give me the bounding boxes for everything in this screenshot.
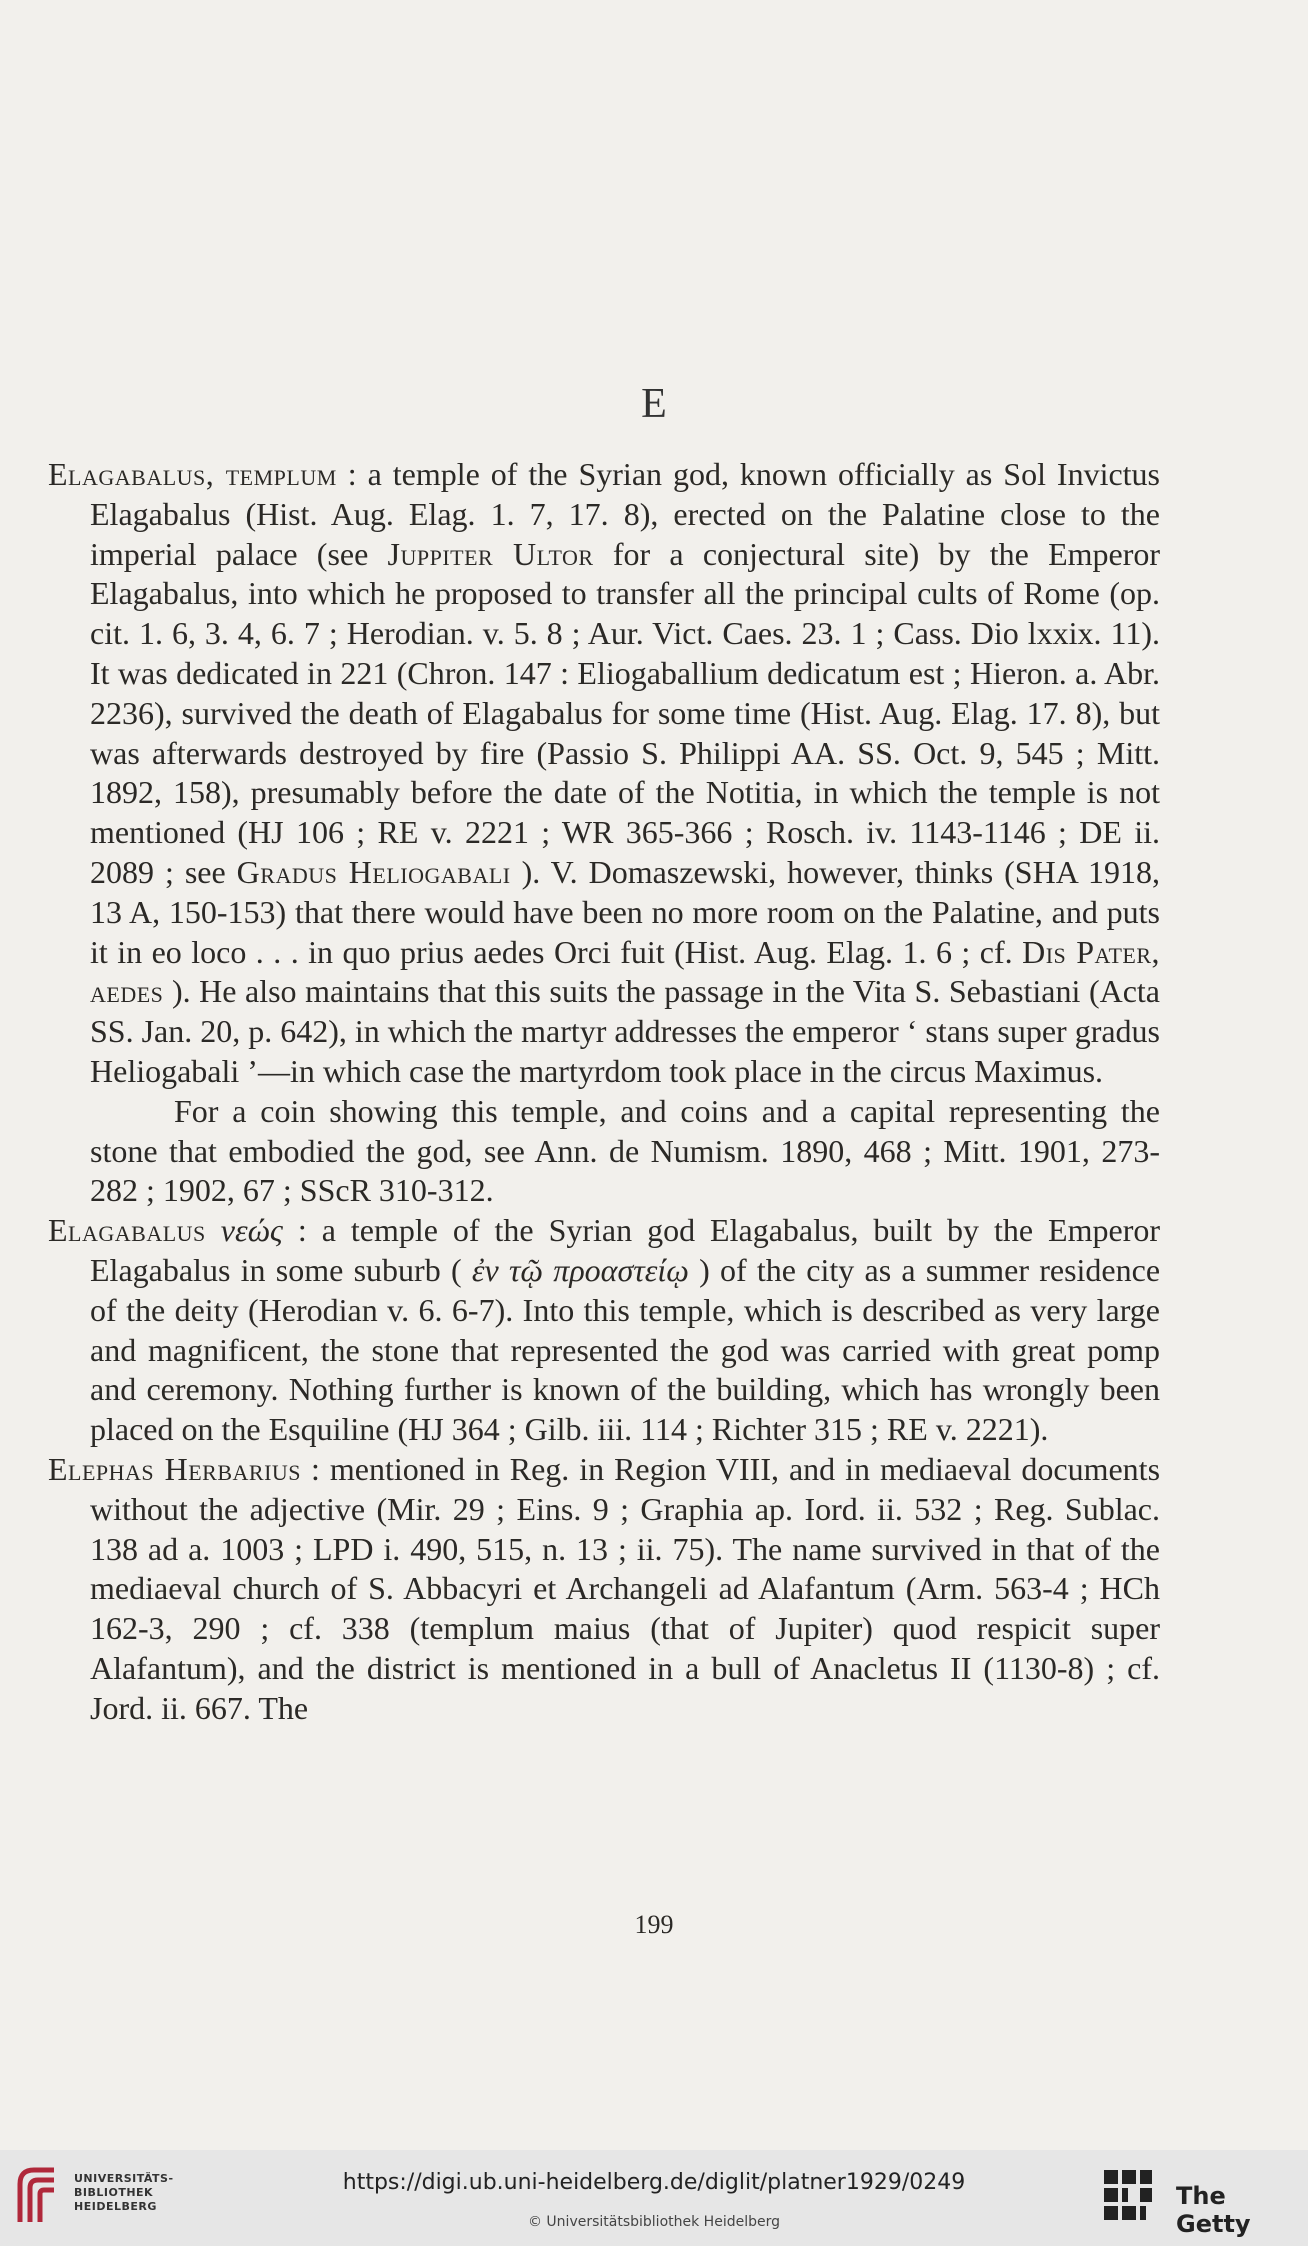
greek-phrase: ἐν τῷ προαστείῳ: [471, 1251, 689, 1288]
entry-elagabalus-templum: Elagabalus, templum : a temple of the Syrian god, known officially as Sol Invictus Elagabalus (Hist. Aug. Elag. 1. 7, 17. 8), erected on the Palatine close to the imperial palace (see Juppiter Ultor for a conjectural site) by the Emperor Elagabalus, into which he proposed to transfer all the principal cults of Rome (op. cit. 1. 6, 3. 4, 6. 7 ; Herodian. v. 5. 8 ; Aur. Vict. Caes. 23. 1 ; Cass. Dio lxxix. 11). It was dedicated in 221 (Chron. 147 : Eliogaballium dedicatum est ; Hieron. a. Abr. 2236), survived the death of Elagabalus for some time (Hist. Aug. Elag. 17. 8), but was afterwards destroyed by fire (Passio S. Philippi AA. SS. Oct. 9, 545 ; Mitt. 1892, 158), presumably before the date of the Notitia, in which the temple is not mentioned (HJ 106 ; RE v. 2221 ; WR 365-366 ; Rosch. iv. 1143-1146 ; DE ii. 2089 ; see Gradus Heliogabali ). V. Domaszewski, however, thinks (SHA 1918, 13 A, 150-153) that there would have been no more room on the Palatine, and puts it in eo loco . . . in quo prius aedes Orci fuit (Hist. Aug. Elag. 1. 6 ; cf. Dis Pater, aedes ). He also maintains that this suits the passage in the Vita S. Sebastiani (Acta SS. Jan. 20, p. 642), in which the martyr addresses the emperor ‘ stans super gradus Heliogabali ’—in which case the martyrdom took place in the circus Maximus.: [48, 456, 1161, 1089]
greek-word: νεώς: [220, 1212, 283, 1249]
entry-elephas-herbarius: Elephas Herbarius : mentioned in Reg. in Region VIII, and in mediaeval documents without the adjective (Mir. 29 ; Eins. 9 ; Graphia ap. Iord. ii. 532 ; Reg. Sublac. 138 ad a. 1003 ; LPD i. 490, 515, n. 13 ; ii. 75). The name survived in that of the mediaeval church of S. Abbacyri et Archangeli ad Alafantum (Arm. 563-4 ; HCh 162-3, 290 ; cf. 338 (templum maius (that of Jupiter) quod respicit super Alafantum), and the district is mentioned in a bull of Anacletus II (1130-8) ; cf. Jord. ii. 667. The: [48, 1450, 1161, 1726]
section-letter: E: [641, 381, 667, 427]
copyright-notice: © Universitätsbibliothek Heidelberg: [527, 2214, 780, 2230]
source-url-link[interactable]: https://digi.ub.uni-heidelberg.de/diglit/platner1929/0249: [342, 2170, 966, 2195]
entry-head: Elagabalus, templum: [48, 456, 337, 492]
entry-head: Elephas Herbarius: [48, 1450, 302, 1487]
university-name: UNIVERSITÄTS- BIBLIOTHEK HEIDELBERG: [74, 2172, 174, 2213]
page-number: 199: [634, 1910, 674, 1939]
cross-reference: Juppiter Ultor: [387, 535, 594, 572]
cross-reference: Dis Pater, aedes: [90, 933, 1161, 1010]
body-text: [48, 455, 1160, 1729]
entry-elagabalus-neos: Elagabalus νεώς : a temple of the Syrian god Elagabalus, built by the Emperor Elagabalus in some suburb ( ἐν τῷ προαστείῳ ) of the city as a summer residence of the deity (Herodian v. 6. 6-7). Into this temple, which is described as very large and magnificent, the stone that represented the god was carried with great pomp and ceremony. Nothing further is known of the building, which has wrongly been placed on the Esquiline (HJ 364 ; Gilb. iii. 114 ; Richter 315 ; RE v. 2221).: [48, 1212, 1161, 1448]
cross-reference: Gradus Heliogabali: [236, 853, 511, 890]
entry-head: Elagabalus: [48, 1212, 206, 1249]
footer-bar: [0, 2150, 1308, 2246]
getty-wordmark: The Getty: [1176, 2182, 1251, 2238]
getty-logo-icon: [1100, 2166, 1156, 2230]
entry-paragraph: For a coin showing this temple, and coins and a capital representing the stone that embodied the god, see Ann. de Numism. 1890, 468 ; Mitt. 1901, 273-282 ; 1902, 67 ; SScR 310-312.: [90, 1092, 1160, 1209]
